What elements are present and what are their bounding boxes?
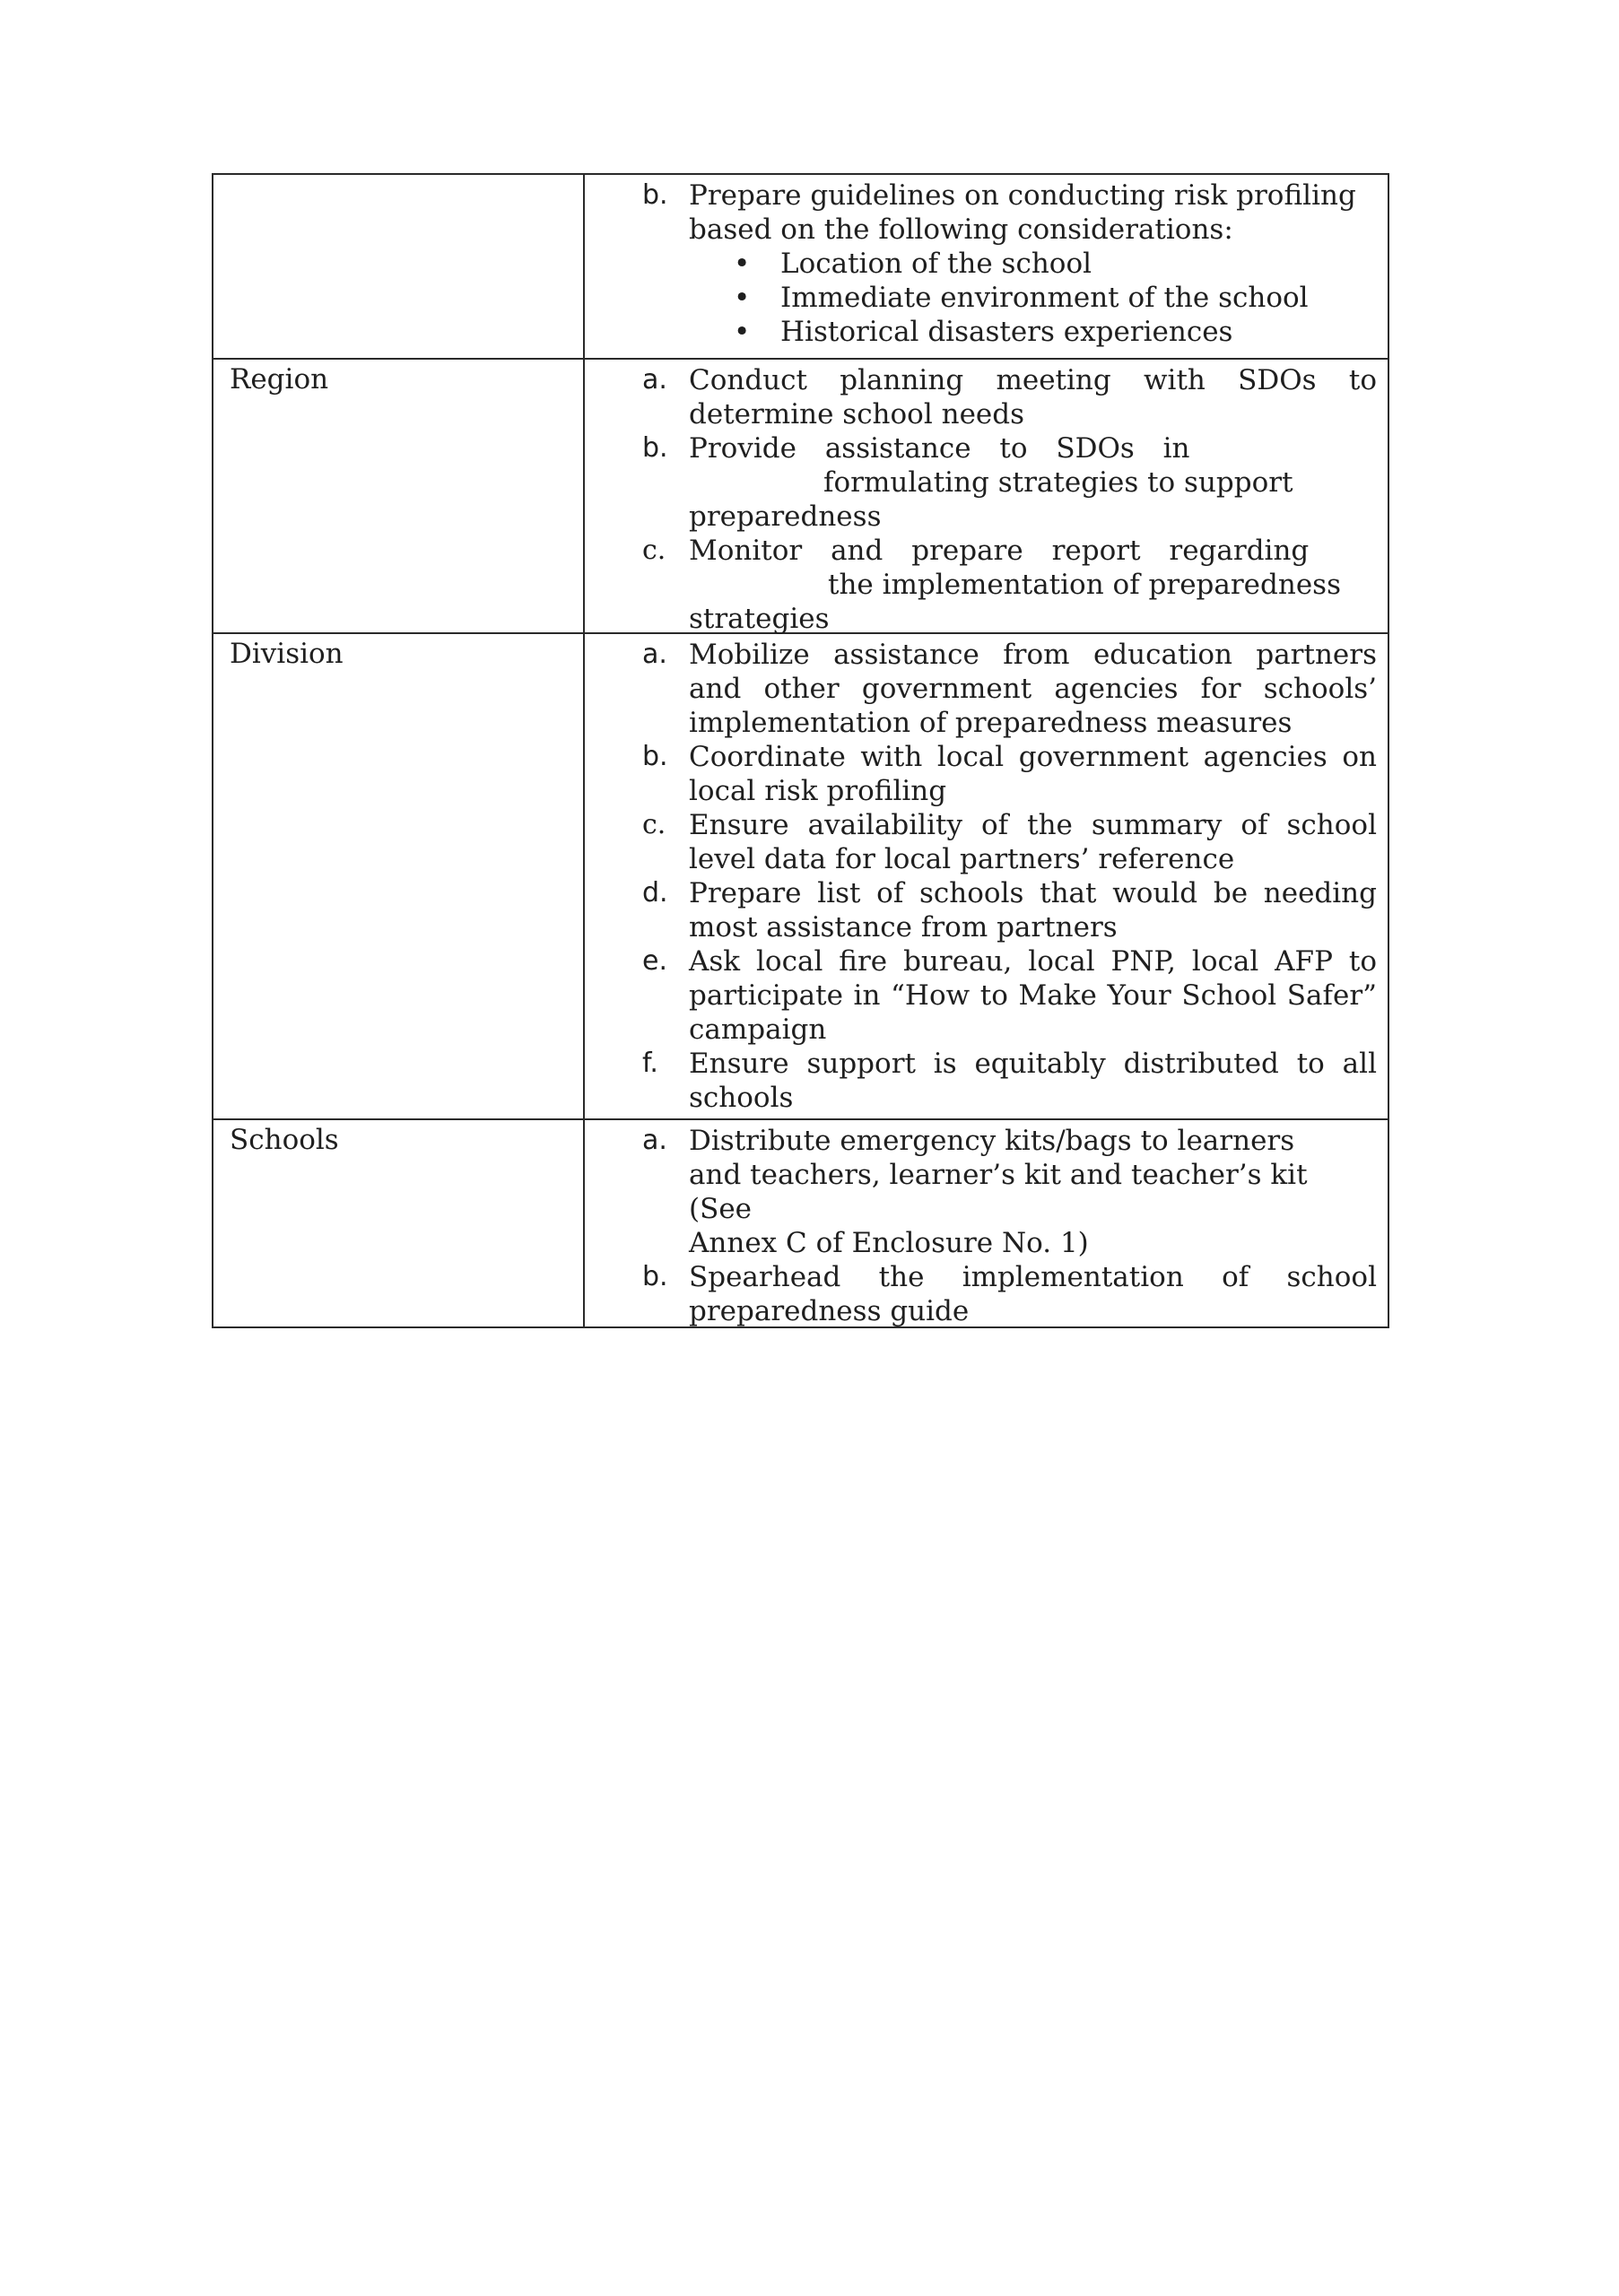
bullet-item: • Immediate environment of the school: [734, 282, 1309, 314]
list-item: [642, 363, 1377, 431]
list-item: [642, 431, 1377, 534]
item-text: Conduct planning meeting with SDOs to determine school needs: [689, 364, 1377, 430]
item-text: the implementation of preparedness: [828, 569, 1342, 601]
table-row: [213, 1118, 1388, 1326]
item-text: Ask local fire bureau, local PNP, local AFP to participate in “How to Make Your School Safer” campaign: [689, 945, 1377, 1046]
item-marker: c.: [642, 809, 666, 840]
item-text: Prepare list of schools that would be needing most assistance from partners: [689, 877, 1377, 944]
list-item: [642, 178, 1377, 349]
row-label: Schools: [213, 1120, 585, 1326]
list-item: [642, 1124, 1377, 1260]
list-item: [642, 534, 1377, 636]
row-items: [585, 175, 1388, 358]
item-text: Annex C of Enclosure No. 1): [689, 1227, 1089, 1259]
list-item: [642, 740, 1377, 808]
bullet-list: [689, 247, 1377, 349]
bullet-icon: •: [734, 316, 751, 348]
list-item: [642, 944, 1377, 1047]
row-label: Division: [213, 634, 585, 1118]
list-item: [642, 638, 1377, 740]
item-marker: e.: [642, 945, 667, 977]
item-marker: b.: [642, 1261, 668, 1292]
responsibilities-table: [212, 173, 1389, 1328]
table-row: [213, 175, 1388, 358]
item-marker: c.: [642, 535, 666, 566]
row-label: Region: [213, 360, 585, 632]
row-label: [213, 175, 585, 358]
row-items: [585, 634, 1388, 1118]
item-marker: b.: [642, 741, 668, 772]
item-text: (See: [689, 1193, 753, 1225]
item-marker: b.: [642, 432, 668, 464]
item-text: Distribute emergency kits/bags to learners and teachers, learner’s kit and teacher’s kit: [689, 1125, 1308, 1191]
item-text: formulating strategies to support: [823, 466, 1293, 499]
item-marker: a.: [642, 364, 667, 396]
row-items: [585, 360, 1388, 635]
row-items: [585, 1120, 1388, 1326]
item-text: Spearhead the implementation of school preparedness guide: [689, 1261, 1377, 1327]
item-text: strategies: [689, 603, 830, 635]
bullet-item: • Location of the school: [734, 248, 1092, 280]
list-item: [642, 1260, 1377, 1328]
item-text: Prepare guidelines on conducting risk profiling based on the following considerations:: [689, 179, 1356, 246]
item-text: Monitor and prepare report regarding: [689, 535, 1310, 567]
bullet-item: • Historical disasters experiences: [734, 316, 1233, 348]
item-text: Provide assistance to SDOs in: [689, 432, 1190, 465]
item-text: Ensure support is equitably distributed to all schools: [689, 1048, 1377, 1114]
item-text: Ensure availability of the summary of school level data for local partners’ reference: [689, 809, 1377, 875]
list-item: [642, 1047, 1377, 1115]
list-item: [642, 808, 1377, 876]
item-marker: f.: [642, 1048, 658, 1079]
bullet-icon: •: [734, 282, 751, 314]
table-row: [213, 632, 1388, 1118]
item-text: preparedness: [689, 500, 882, 533]
item-text: Mobilize assistance from education partners and other government agencies for schools’ implementation of preparedness measures: [689, 639, 1377, 739]
bullet-icon: •: [734, 248, 751, 280]
list-item: [642, 876, 1377, 944]
item-marker: b.: [642, 179, 668, 211]
item-text: Coordinate with local government agencies on local risk profiling: [689, 741, 1377, 807]
item-marker: a.: [642, 1125, 667, 1156]
item-marker: d.: [642, 877, 668, 909]
table-row: [213, 358, 1388, 635]
item-marker: a.: [642, 639, 667, 670]
